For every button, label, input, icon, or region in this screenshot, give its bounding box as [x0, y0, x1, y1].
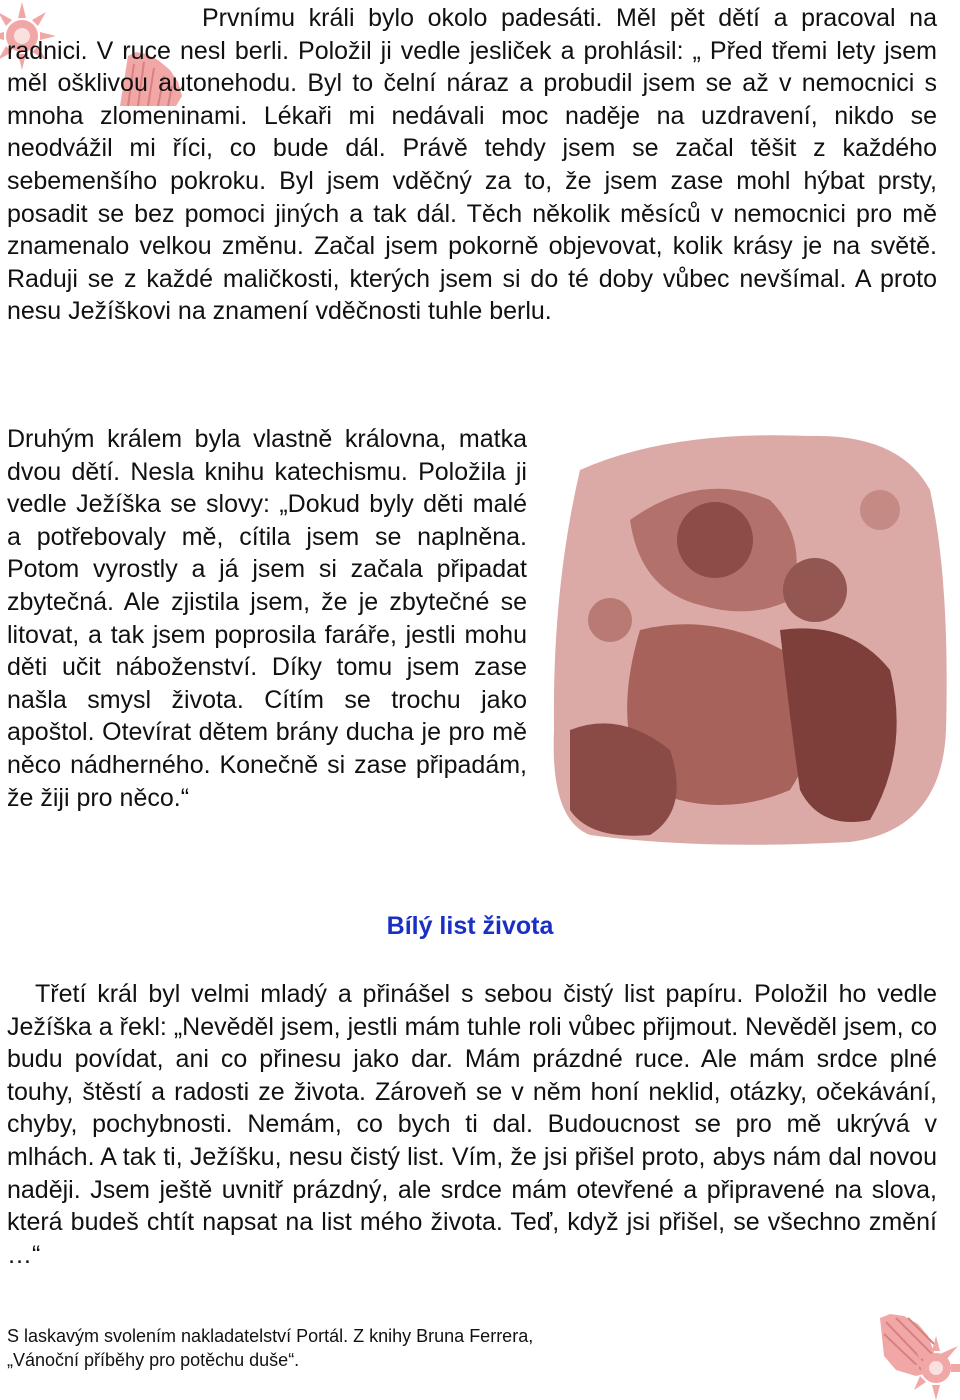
paragraph-third-king: Třetí král byl velmi mladý a přinášel s sebou čistý list papíru. Položil ho vedle Ježíška a řekl: „Nevěděl jsem, jestli mám tuhle roli vůbec přijmout. Nevěděl jsem, co budu povídat, ani co přinesu jako dar. Mám prázdné ruce. Ale mám srdce plné touhy, štěstí a radosti ze života. Zároveň se v něm honí neklid, otázky, očekávání, chyby, pochybnosti. Nemám, co bych ti dal. Budoucnost se pro mě ukrývá v mlhách. A tak ti, Ježíšku, nesu čistý list. Vím, že jsi přišel proto, abys nám dal novou naději. Jsem ještě uvnitř prázdný, ale srdce mám otevřené a připravené na slova, která budeš chtít napsat na list mého života. Teď, když jsi přišel, se všechno změní …“: [7, 980, 937, 1269]
paragraph-second-king: Druhým králem byla vlastně královna, matka dvou dětí. Nesla knihu katechismu. Položila ji vedle Ježíška se slovy: „Dokud byly děti malé a potřebovaly mě, cítila jsem se naplněna. Potom vyrostly a já jsem si začala připadat zbytečná. Ale zjistila jsem, že je zbytečné se litovat, a tak jsem poprosila faráře, jestli mohu děti učit náboženství. Díky tomu jsem zase našla smysl života. Cítím se trochu jako apoštol. Otevírat dětem brány ducha je pro mě něco nádherného. Konečně si zase připadám, že žiji pro něco.“: [7, 425, 527, 812]
footer-credits: [7, 1324, 647, 1372]
paragraph-first-king: Prvnímu králi bylo okolo padesáti. Měl pět dětí a pracoval na radnici. V ruce nesl berli. Položil ji vedle jesliček a prohlásil: „ Před třemi lety jsem měl ošklivou autonehodu. Byl to čelní náraz a probudil jsem se až v nemocnici s mnoha zlomeninami. Lékaři mi nedávali moc naděje na uzdravení, nikdo se neodvážil mi říci, co bude dál. Právě tehdy jsem se začal těšit z každého sebemenšího pokroku. Byl jsem vděčný za to, že jsem zase mohl hýbat prsty, posadit se bez pomoci jiných a tak dál. Těch několik měsíců v nemocnici pro mě znamenalo velkou změnu. Začal jsem pokorně objevovat, kolik krásy je na světě. Raduji se z každé maličkosti, kterých jsem si do té doby vůbec nevšímal. A proto nesu Ježíškovi na znamení vděčnosti tuhle berlu.: [7, 4, 937, 326]
footer-line-2: „Vánoční příběhy pro potěchu duše“.: [7, 1350, 300, 1370]
kings-illustration: [550, 430, 950, 850]
sun-decoration-icon: [902, 1334, 960, 1400]
footer-line-1: S laskavým svolením nakladatelství Portál. Z knihy Bruna Ferrera,: [7, 1326, 534, 1346]
section-title: Bílý list života: [386, 912, 554, 940]
